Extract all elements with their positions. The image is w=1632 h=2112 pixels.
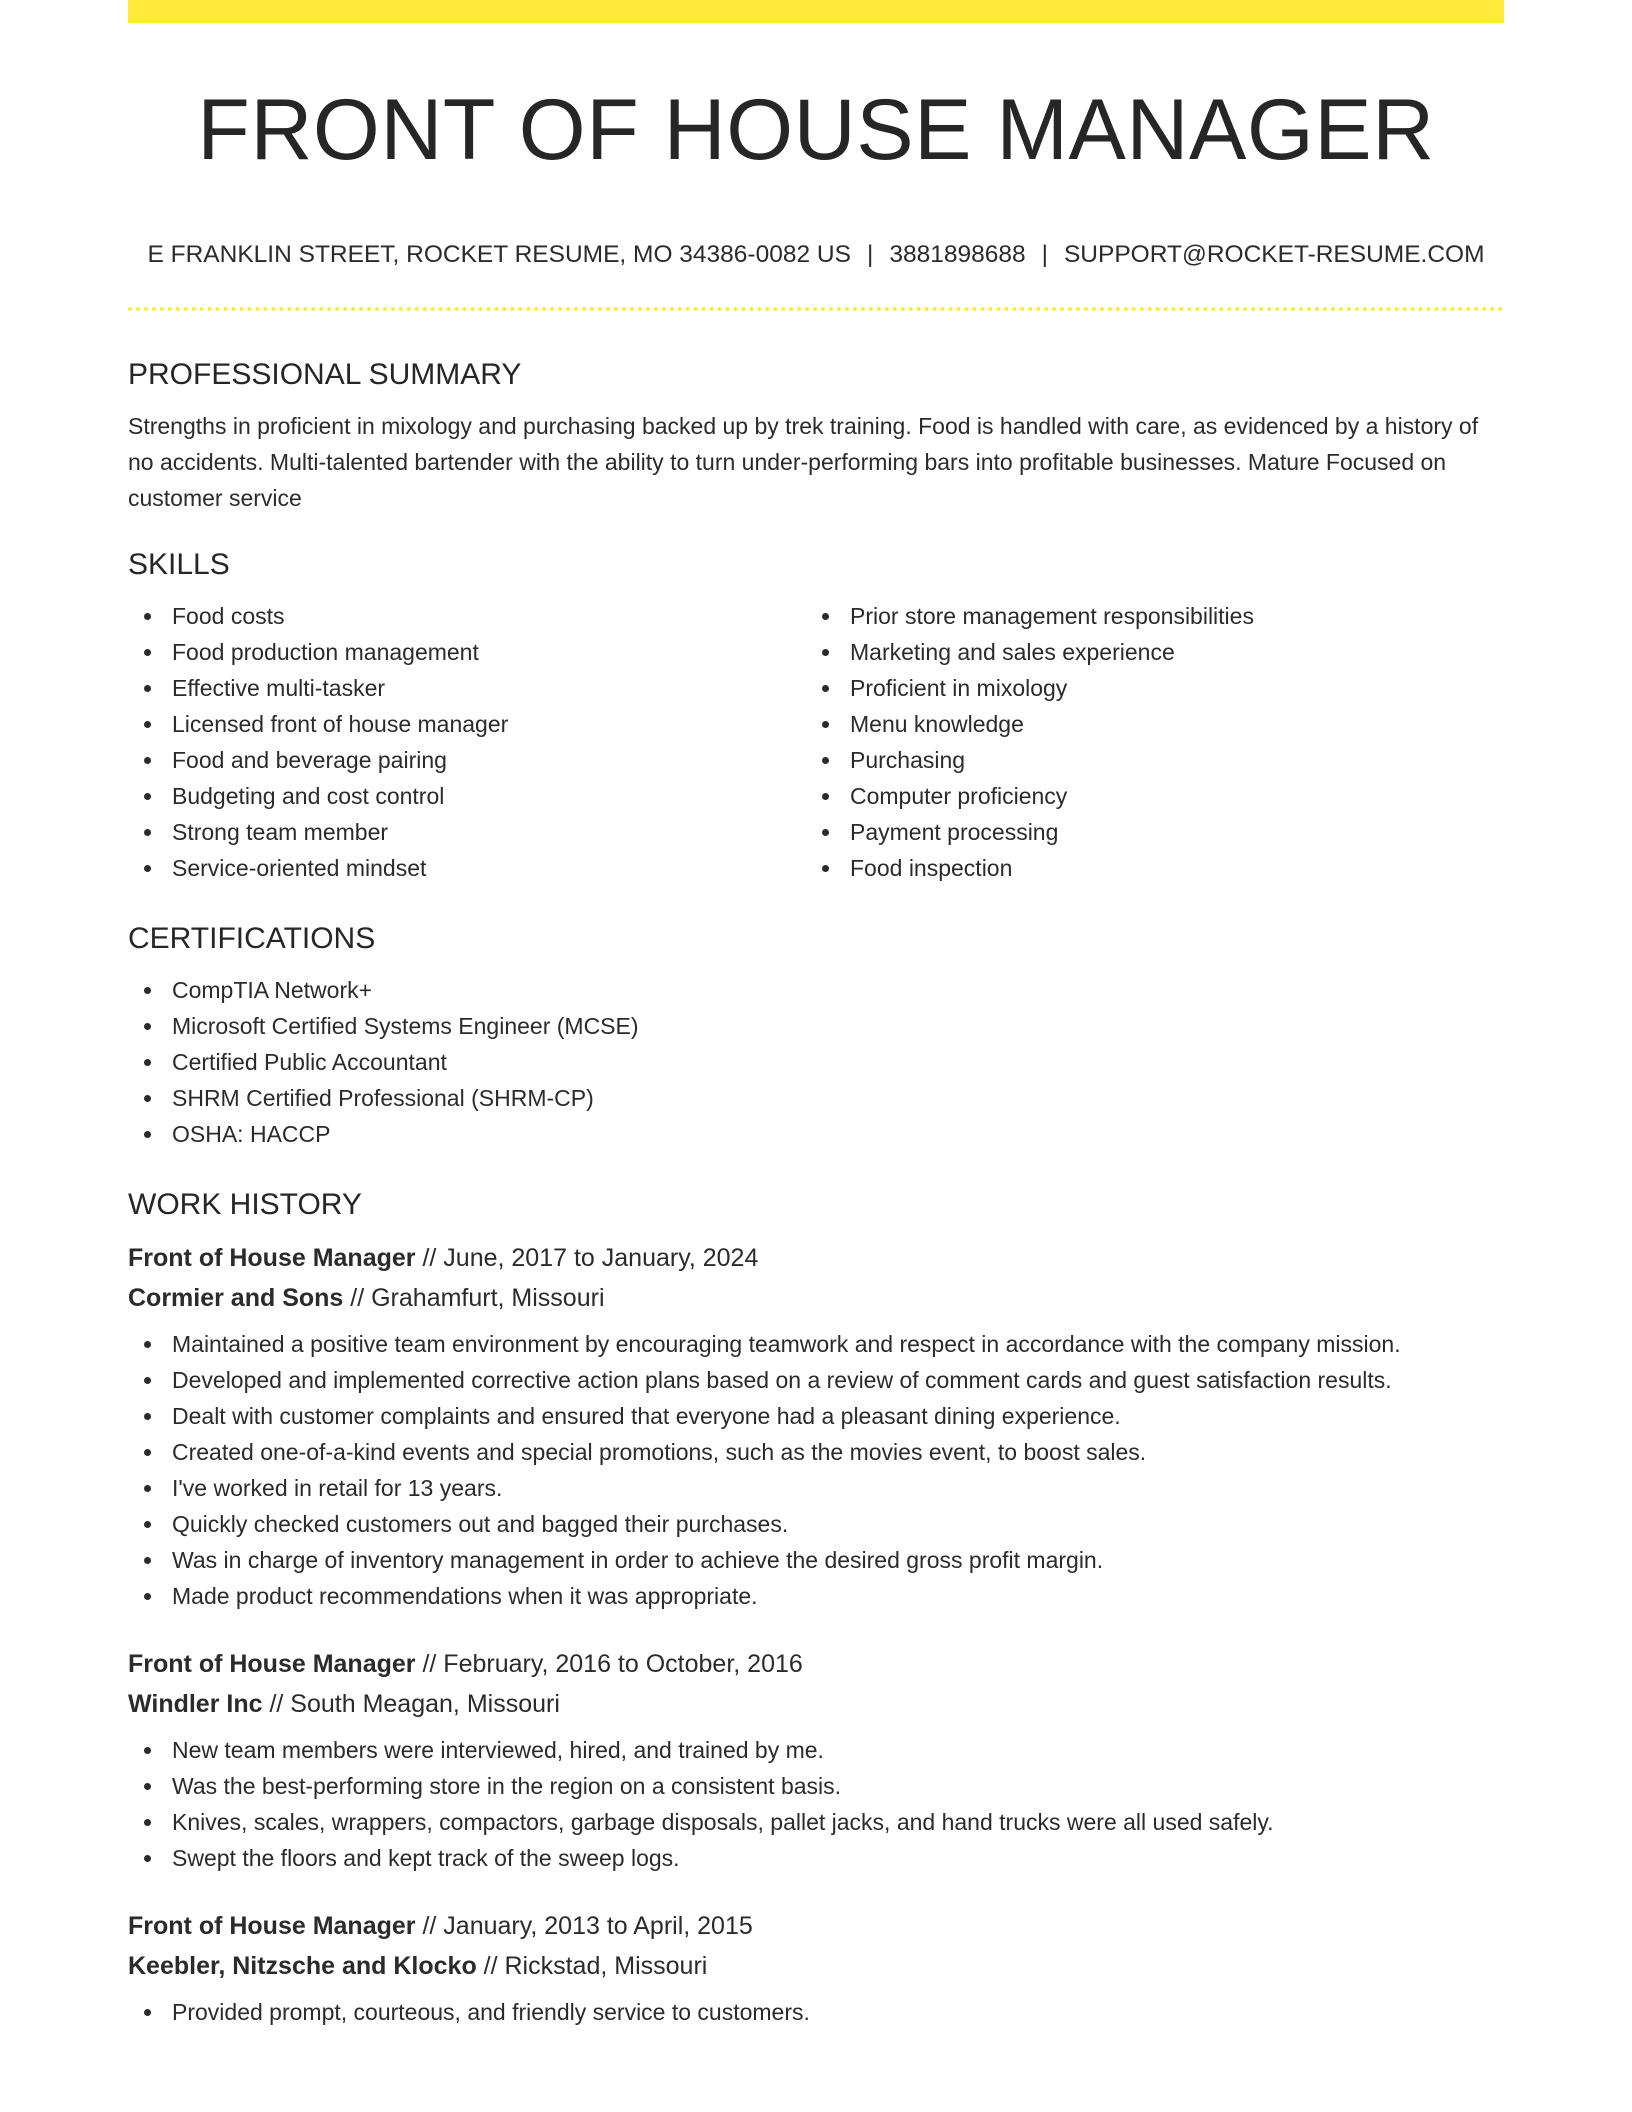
skill-item: Food costs [128, 598, 806, 634]
skill-item: Licensed front of house manager [128, 706, 806, 742]
job-title: Front of House Manager [128, 1912, 416, 1940]
work-history-heading: WORK HISTORY [128, 1188, 362, 1221]
job-duty: Quickly checked customers out and bagged their purchases. [128, 1506, 1504, 1542]
job-duty: Knives, scales, wrappers, compactors, garbage disposals, pallet jacks, and hand trucks were all used safely. [128, 1804, 1504, 1840]
skills-list-left [128, 598, 806, 886]
job-duty: Was the best-performing store in the region on a consistent basis. [128, 1768, 1504, 1804]
job-title: Front of House Manager [128, 1650, 416, 1678]
job-location: // South Meagan, Missouri [262, 1690, 560, 1718]
skill-item: Proficient in mixology [806, 670, 1484, 706]
skill-item: Food and beverage pairing [128, 742, 806, 778]
contact-phone[interactable]: 3881898688 [889, 241, 1026, 268]
job-duty: Created one-of-a-kind events and special promotions, such as the movies event, to boost sales. [128, 1434, 1504, 1470]
job-duty: Dealt with customer complaints and ensured that everyone had a pleasant dining experience. [128, 1398, 1504, 1434]
job-duty: New team members were interviewed, hired, and trained by me. [128, 1732, 1504, 1768]
summary-text: Strengths in proficient in mixology and purchasing backed up by trek training. Food is handled with care, as evidenced by a history of no accidents. Multi-talented bartender with the ability to turn under-performing bars into profitable businesses. Mature Focused on customer service [128, 413, 1479, 511]
job-location: // Grahamfurt, Missouri [343, 1284, 605, 1312]
skills-section [128, 540, 1504, 886]
resume-content [128, 350, 1504, 2060]
job-title-line [128, 1644, 1504, 1684]
job-duty: Maintained a positive team environment by encouraging teamwork and respect in accordance with the company mission. [128, 1326, 1504, 1362]
job-location: // Rickstad, Missouri [476, 1952, 708, 1980]
skills-heading: SKILLS [128, 548, 230, 581]
skill-item: Food inspection [806, 850, 1484, 886]
job-dates: // January, 2013 to April, 2015 [415, 1912, 753, 1940]
accent-top-bar [128, 0, 1504, 23]
contact-separator: | [866, 241, 874, 268]
certification-item: OSHA: HACCP [128, 1116, 1504, 1152]
skill-item: Budgeting and cost control [128, 778, 806, 814]
certifications-list [128, 972, 1504, 1152]
certification-item: Microsoft Certified Systems Engineer (MCSE) [128, 1008, 1504, 1044]
job-company-line [128, 1278, 1504, 1318]
skills-grid [128, 598, 1504, 886]
skill-item: Purchasing [806, 742, 1484, 778]
job-title-line [128, 1238, 1504, 1278]
job-duties-list [128, 1732, 1504, 1876]
skill-item: Computer proficiency [806, 778, 1484, 814]
resume-title: FRONT OF HOUSE MANAGER [197, 82, 1435, 178]
job-duties-list [128, 1326, 1504, 1614]
job-duty: Swept the floors and kept track of the sweep logs. [128, 1840, 1504, 1876]
job-entry [128, 1906, 1504, 2030]
job-dates: // June, 2017 to January, 2024 [415, 1244, 759, 1272]
contact-email[interactable]: SUPPORT@ROCKET-RESUME.COM [1063, 241, 1485, 268]
header-divider [128, 307, 1504, 311]
job-title-line [128, 1906, 1504, 1946]
skill-item: Marketing and sales experience [806, 634, 1484, 670]
resume-page [128, 0, 1504, 2112]
skill-item: Food production management [128, 634, 806, 670]
skills-list-right [806, 598, 1484, 886]
job-entry [128, 1644, 1504, 1876]
skill-item: Service-oriented mindset [128, 850, 806, 886]
certification-item: SHRM Certified Professional (SHRM-CP) [128, 1080, 1504, 1116]
contact-separator: | [1041, 241, 1048, 268]
contact-address: E FRANKLIN STREET, ROCKET RESUME, MO 34386-0082 US [147, 241, 851, 268]
job-dates: // February, 2016 to October, 2016 [415, 1650, 803, 1678]
certification-item: Certified Public Accountant [128, 1044, 1504, 1080]
summary-heading: PROFESSIONAL SUMMARY [128, 358, 522, 391]
skill-item: Payment processing [806, 814, 1484, 850]
job-duties-list [128, 1994, 1504, 2030]
job-company-line [128, 1684, 1504, 1724]
job-company: Cormier and Sons [128, 1284, 344, 1312]
summary-section [128, 350, 1504, 516]
contact-line [128, 237, 1504, 273]
job-title: Front of House Manager [128, 1244, 416, 1272]
job-duty: Developed and implemented corrective action plans based on a review of comment cards and guest satisfaction results. [128, 1362, 1504, 1398]
job-company: Keebler, Nitzsche and Klocko [128, 1952, 477, 1980]
skill-item: Effective multi-tasker [128, 670, 806, 706]
job-duty: I've worked in retail for 13 years. [128, 1470, 1504, 1506]
work-history-section [128, 1180, 1504, 2030]
certification-item: CompTIA Network+ [128, 972, 1504, 1008]
certifications-heading: CERTIFICATIONS [128, 922, 376, 955]
job-duty: Was in charge of inventory management in order to achieve the desired gross profit margin. [128, 1542, 1504, 1578]
job-entry [128, 1238, 1504, 1614]
job-duty: Made product recommendations when it was appropriate. [128, 1578, 1504, 1614]
skill-item: Menu knowledge [806, 706, 1484, 742]
certifications-section [128, 914, 1504, 1152]
job-company-line [128, 1946, 1504, 1986]
job-duty: Provided prompt, courteous, and friendly service to customers. [128, 1994, 1504, 2030]
job-company: Windler Inc [128, 1690, 263, 1718]
skill-item: Prior store management responsibilities [806, 598, 1484, 634]
skill-item: Strong team member [128, 814, 806, 850]
